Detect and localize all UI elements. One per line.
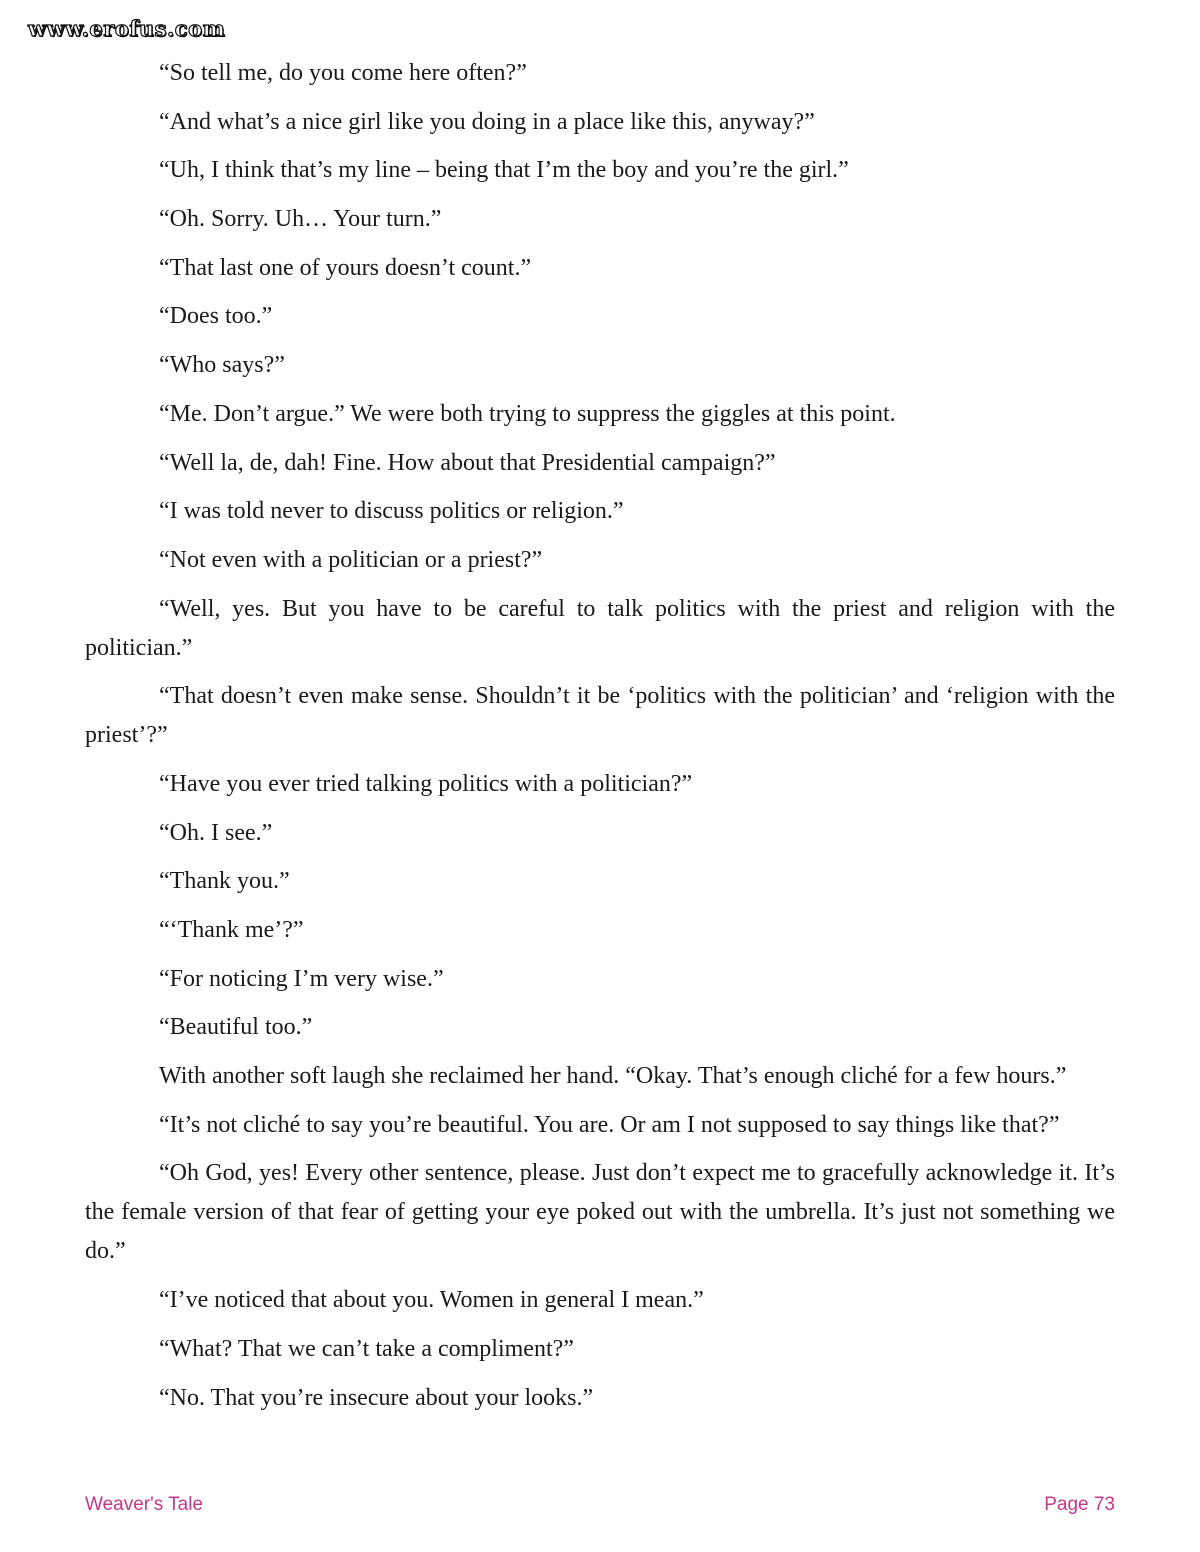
site-watermark: www.erofus.com: [28, 16, 226, 41]
paragraph: “It’s not cliché to say you’re beautiful. You are. Or am I not supposed to say things like that?”: [159, 1111, 1060, 1138]
paragraph: “Uh, I think that’s my line – being that I’m the boy and you’re the girl.”: [159, 157, 849, 184]
paragraph: “Oh. Sorry. Uh… Your turn.”: [159, 206, 442, 233]
paragraph: “So tell me, do you come here often?”: [159, 60, 527, 86]
footer-page-number: Page 73: [1044, 1494, 1115, 1515]
paragraph: “Does too.”: [159, 303, 273, 330]
document-body: [85, 54, 1115, 1427]
paragraph: “What? That we can’t take a compliment?”: [159, 1335, 574, 1362]
paragraph: “Oh. I see.”: [159, 819, 273, 846]
paragraph: “Well, yes. But you have to be careful to talk politics with the priest and religion with the politician.”: [85, 595, 1115, 661]
footer-book-title: Weaver's Tale: [85, 1494, 204, 1515]
paragraph: “I’ve noticed that about you. Women in general I mean.”: [159, 1287, 704, 1314]
paragraph: “That doesn’t even make sense. Shouldn’t it be ‘politics with the politician’ and ‘religion with the priest’?”: [85, 683, 1115, 749]
paragraph: “Me. Don’t argue.” We were both trying to suppress the giggles at this point.: [159, 400, 896, 427]
paragraph: “Thank you.”: [159, 868, 290, 895]
paragraph: “And what’s a nice girl like you doing in a place like this, anyway?”: [159, 108, 815, 135]
paragraph: “Who says?”: [159, 352, 285, 379]
paragraph: With another soft laugh she reclaimed her hand. “Okay. That’s enough cliché for a few hours.”: [159, 1063, 1067, 1090]
paragraph: “Oh God, yes! Every other sentence, please. Just don’t expect me to gracefully acknowledge it. It’s the female version of that fear of getting your eye poked out with the umbrella. It’s just not something we do.”: [85, 1160, 1115, 1265]
paragraph: “That last one of yours doesn’t count.”: [159, 254, 532, 281]
paragraph: “For noticing I’m very wise.”: [159, 965, 444, 992]
paragraph: “Not even with a politician or a priest?”: [159, 546, 543, 573]
paragraph: “‘Thank me’?”: [159, 917, 304, 943]
paragraph: “No. That you’re insecure about your looks.”: [159, 1384, 594, 1411]
paragraph: “Well la, de, dah! Fine. How about that Presidential campaign?”: [159, 449, 776, 476]
paragraph: “Beautiful too.”: [159, 1014, 313, 1041]
paragraph: “I was told never to discuss politics or religion.”: [159, 498, 624, 525]
paragraph: “Have you ever tried talking politics with a politician?”: [159, 770, 693, 797]
